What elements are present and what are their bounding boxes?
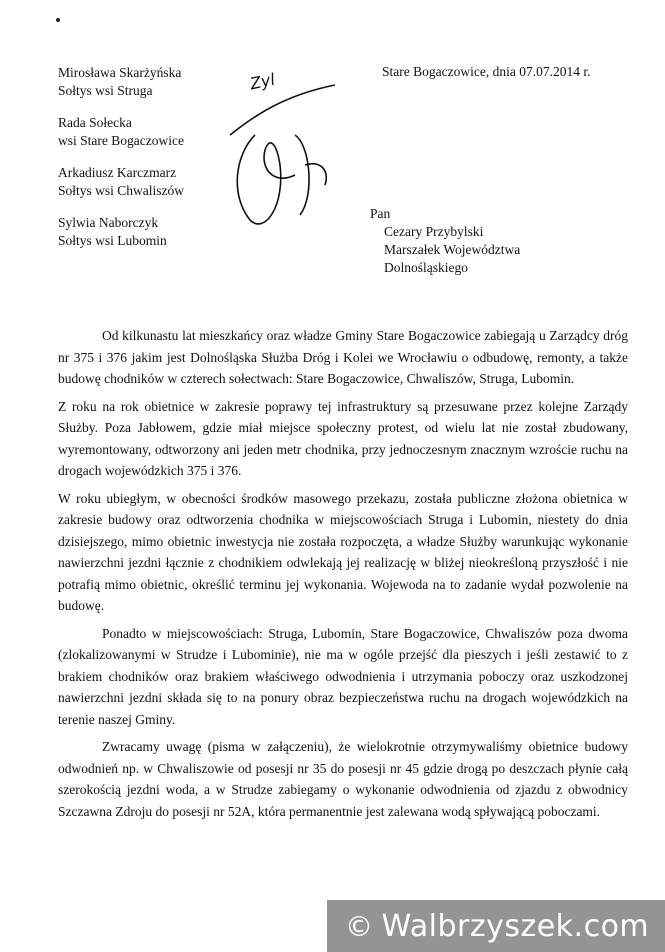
recipient-name: Cezary Przybylski [384, 224, 484, 239]
sender-role: wsi Stare Bogaczowice [58, 133, 184, 148]
sender-role: Sołtys wsi Chwaliszów [58, 183, 185, 198]
recipient-block [370, 205, 520, 277]
site-watermark [327, 900, 665, 952]
sender-name: Mirosława Skarżyńska [58, 65, 182, 80]
watermark-text: Walbrzyszek.com [381, 908, 650, 944]
paragraph: Ponadto w miejscowościach: Struga, Lubomin, Stare Bogaczowice, Chwaliszów poza dwoma (zlokalizowanymi w Strudze i Lubominie), nie ma w ogóle przejść dla pieszych i jeśli zestawić to z brakiem chodników oraz brakiem właściwego odwodnienia i utrzymania poboczy oraz uszkodzonej nawierzchni jezdni składa się to na ponury obraz bezpieczeństwa ruchu na drogach wojewódzkich na terenie naszej Gminy. [58, 625, 628, 727]
paragraph: W roku ubiegłym, w obecności środków masowego przekazu, została publiczne złożona obietnica w zakresie budowy oraz odtworzenia chodnika w miejscowościach Struga i Lubomin, niestety do dnia dzisiejszego, mimo obietnic inwestycja nie została rozpoczęta, a władze Służby warunkując wykonanie nawierzchni jezdni łącznie z chodnikiem odwlekają jej realizację w bliżej nieokreśloną przyszłość i nie potrafią mimo obietnic, określić terminu jej wykonania. Wojewoda na to zadanie wydał pozwolenie na budowę. [58, 490, 628, 613]
sender [58, 64, 184, 100]
place-date: Stare Bogaczowice, dnia 07.07.2014 r. [382, 64, 591, 79]
letter-body [58, 325, 628, 828]
sender-role: Sołtys wsi Lubomin [58, 233, 167, 248]
sender-role: Sołtys wsi Struga [58, 83, 153, 98]
paragraph: Z roku na rok obietnice w zakresie poprawy tej infrastruktury są przesuwane przez kolejne Zarządy Służby. Poza Jabłowem, gdzie miał miejsce społeczny protest, od wielu lat nie został zbudowany, wyremontowany, odtworzony ani jeden metr chodnika, przy jednoczesnym znacznym wzroście ruchu na drogach wojewódzkich 375 i 376. [58, 398, 628, 478]
sender [58, 164, 184, 200]
scan-dot [56, 18, 60, 22]
senders-block [58, 64, 184, 264]
copyright-icon: © [345, 909, 374, 943]
sender-name: Rada Sołecka [58, 115, 132, 130]
sender-name: Sylwia Naborczyk [58, 215, 159, 230]
recipient-region: Dolnośląskiego [384, 260, 468, 275]
handwritten-signature [225, 75, 345, 235]
handwritten-initials: Zyl [248, 69, 277, 94]
recipient-salutation: Pan [370, 206, 391, 221]
paragraph: Od kilkunastu lat mieszkańcy oraz władze Gminy Stare Bogaczowice zabiegają u Zarządcy dróg nr 375 i 376 jakim jest Dolnośląska Służba Dróg i Kolei we Wrocławiu o odbudowę, remonty, a także budowę chodników w czterech sołectwach: Stare Bogaczowice, Chwaliszów, Struga, Lubomin. [58, 328, 628, 386]
paragraph: Zwracamy uwagę (pisma w załączeniu), że wielokrotnie otrzymywaliśmy obietnice budowy odwodnień np. w Chwaliszowie od posesji nr 35 do posesji nr 45 gdzie drogą po deszczach płynie całą szerokością jezdni woda, a w Strudze zabiegamy o wykonanie odwodnienia od zjazdu z obwodnicy Szczawna Zdroju do posesji nr 52A, która permanentnie jest zalewana wodą spływającą poboczami. [58, 739, 628, 819]
sender [58, 114, 184, 150]
recipient-title: Marszałek Województwa [384, 242, 521, 257]
sender-name: Arkadiusz Karczmarz [58, 165, 177, 180]
sender [58, 214, 184, 250]
